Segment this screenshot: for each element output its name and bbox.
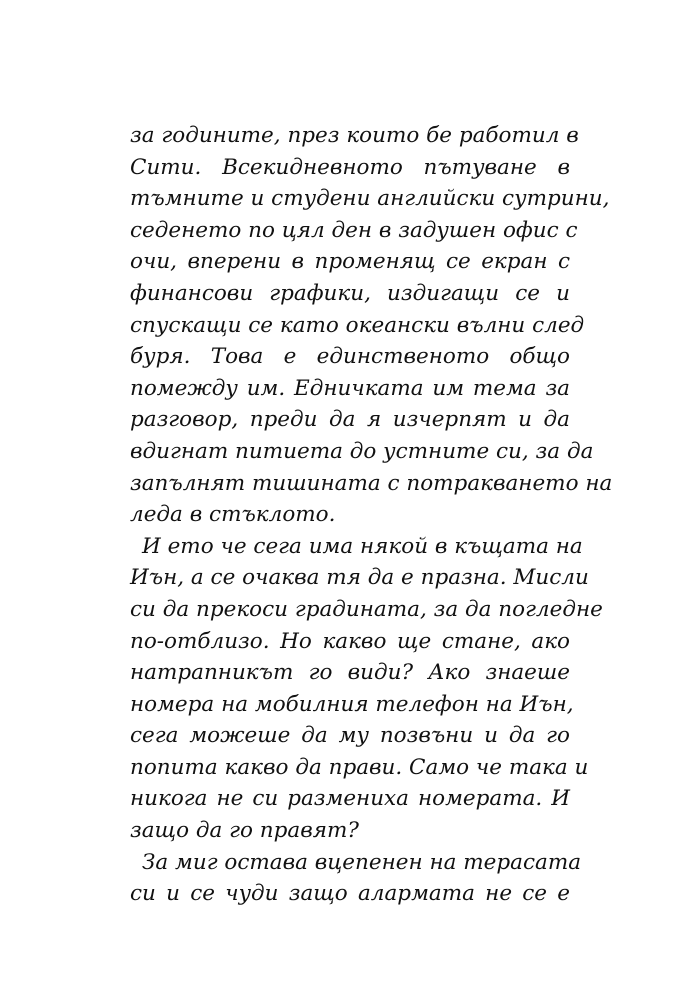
text-line: леда в стъклото. bbox=[130, 502, 336, 528]
text-line: по-отблизо. Но какво ще стане, ако bbox=[130, 628, 570, 654]
page-body bbox=[130, 120, 613, 910]
text-line: натрапникът го види? Ако знаеше bbox=[130, 660, 570, 686]
text-line: никога не си размениха номерата. И bbox=[130, 786, 570, 812]
text-line: вдигнат питиета до устните си, за да bbox=[130, 438, 594, 464]
text-line: си да прекоси градината, за да погледне bbox=[130, 596, 603, 622]
text-line: За миг остава вцепенен на терасата bbox=[142, 849, 582, 875]
text-line: помежду им. Едничката им тема за bbox=[130, 375, 570, 401]
text-line: запълнят тишината с потракването на bbox=[130, 470, 613, 496]
text-line: попита какво да прави. Само че така и bbox=[130, 754, 589, 780]
text-line: за годините, през които бе работил в bbox=[130, 123, 579, 148]
text-line: седенето по цял ден в задушен офис с bbox=[130, 217, 578, 243]
text-line: разговор, преди да я изчерпят и да bbox=[130, 407, 570, 433]
text-line: И ето че сега има някой в къщата на bbox=[142, 533, 583, 559]
text-line: тъмните и студени английски сутрини, bbox=[130, 186, 610, 212]
text-line: буря. Това е единственото общо bbox=[130, 344, 570, 370]
text-line: спускащи се като океански вълни след bbox=[130, 312, 585, 338]
text-line: номера на мобилния телефон на Иън, bbox=[130, 691, 574, 717]
text-line: Сити. Всекидневното пътуване в bbox=[130, 154, 570, 180]
text-line: Иън, а се очаква тя да е празна. Мисли bbox=[130, 565, 589, 591]
text-line: защо да го правят? bbox=[130, 818, 359, 844]
text-line: сега можеше да му позвъни и да го bbox=[130, 723, 570, 749]
text-line: финансови графики, издигащи се и bbox=[130, 280, 570, 306]
text-line: си и се чуди защо алармата не се е bbox=[130, 881, 570, 907]
text-line: очи, вперени в променящ се екран с bbox=[130, 249, 570, 275]
